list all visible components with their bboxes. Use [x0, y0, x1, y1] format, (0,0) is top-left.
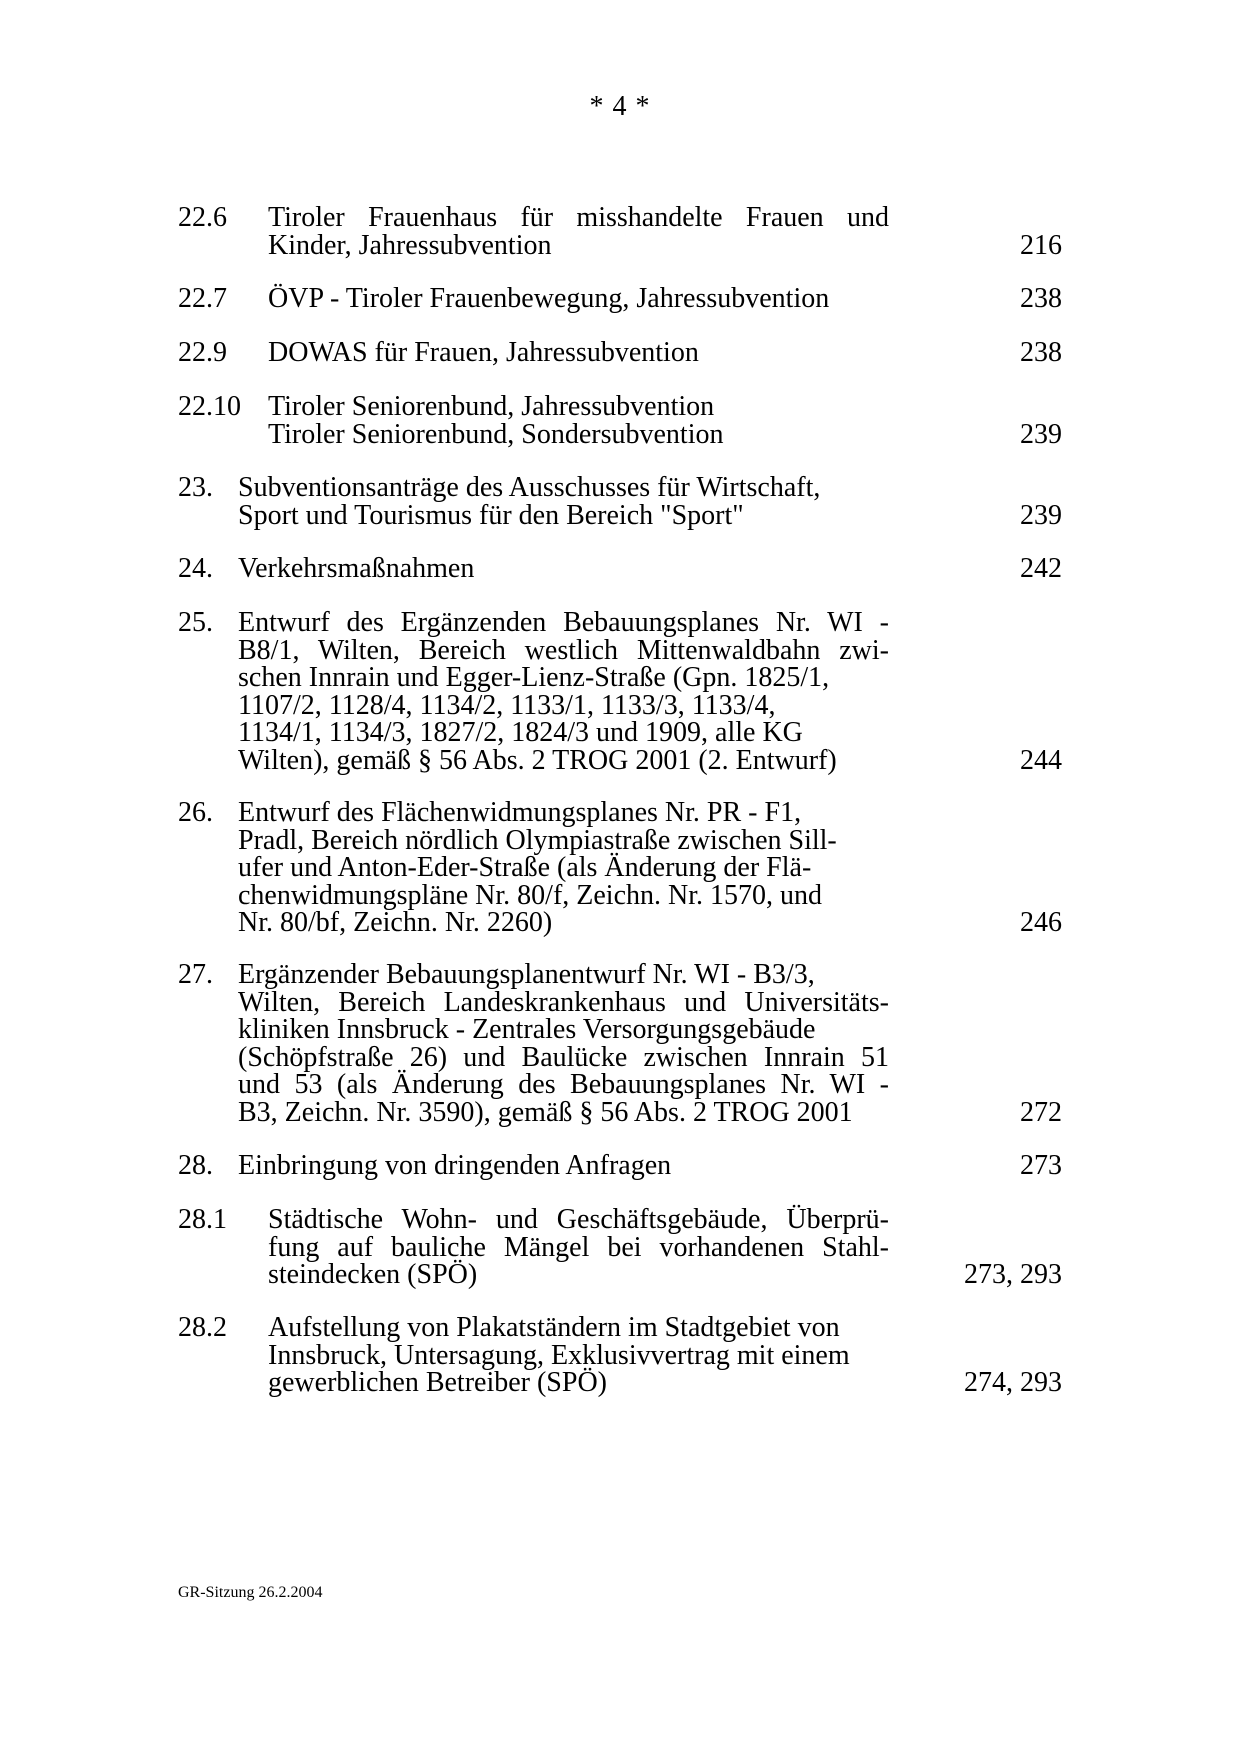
entry-number: 25.: [178, 607, 213, 638]
entry-line: Wilten, Bereich Landeskrankenhaus und Universitäts-: [238, 986, 889, 1018]
entry-line: schen Innrain und Egger-Lienz-Straße (Gpn. 1825/1,: [238, 662, 830, 693]
entry-text: [238, 961, 889, 1126]
entry-line: Tiroler Seniorenbund, Sondersubvention: [268, 418, 724, 450]
page-number: * 4 *: [589, 91, 651, 122]
entry-number: 23.: [178, 472, 213, 503]
entry-number: 28.: [178, 1150, 213, 1181]
entry-number: 26.: [178, 797, 213, 828]
entry-line: Pradl, Bereich nördlich Olympiastraße zwischen Sill-: [238, 824, 837, 856]
entry-text: [268, 285, 889, 313]
entry-page: 274, 293: [964, 1367, 1062, 1398]
entry-page: 272: [1020, 1096, 1062, 1128]
entry-line: und 53 (als Änderung des Bebauungsplanes Nr. WI -: [238, 1069, 889, 1100]
entry-page: 239: [1020, 418, 1062, 450]
entry-number: 22.6: [178, 202, 227, 233]
entry-text: [268, 339, 889, 367]
entry-line: Kinder, Jahressubvention: [268, 229, 552, 261]
entry-line: ÖVP - Tiroler Frauenbewegung, Jahressubvention: [268, 283, 830, 314]
entry-line: Tiroler Seniorenbund, Jahressubvention: [268, 391, 715, 422]
entry-line: Verkehrsmaßnahmen: [238, 553, 475, 584]
entry-line: Entwurf des Flächenwidmungsplanes Nr. PR - F1,: [238, 797, 802, 828]
entry-number: 28.1: [178, 1204, 227, 1235]
entry-line: Einbringung von dringenden Anfragen: [238, 1150, 672, 1181]
entry-page: 238: [1020, 283, 1062, 314]
entry-text: [238, 1152, 889, 1180]
entry-text: [238, 799, 889, 937]
entry-line: Tiroler Frauenhaus für misshandelte Frauen und: [268, 202, 889, 233]
entry-page: 273, 293: [964, 1259, 1062, 1290]
entry-number: 27.: [178, 959, 213, 990]
entry-line: Nr. 80/bf, Zeichn. Nr. 2260): [238, 907, 553, 938]
entry-line: chenwidmungspläne Nr. 80/f, Zeichn. Nr. 1570, und: [238, 879, 823, 911]
entry-page: 244: [1020, 744, 1062, 776]
entry-line: Aufstellung von Plakatständern im Stadtgebiet von: [268, 1312, 840, 1343]
entry-text: [238, 609, 889, 774]
entry-line: Ergänzender Bebauungsplanentwurf Nr. WI - B3/3,: [238, 959, 815, 990]
entry-text: [238, 555, 889, 583]
entry-line: B3, Zeichn. Nr. 3590), gemäß § 56 Abs. 2 TROG 2001: [238, 1096, 853, 1128]
entry-line: Wilten), gemäß § 56 Abs. 2 TROG 2001 (2. Entwurf): [238, 744, 837, 776]
entry-line: Entwurf des Ergänzenden Bebauungsplanes Nr. WI -: [238, 607, 889, 638]
entry-line: 1107/2, 1128/4, 1134/2, 1133/1, 1133/3, 1133/4,: [238, 689, 776, 721]
entry-page: 242: [1020, 553, 1062, 584]
entry-text: [238, 474, 889, 529]
entry-line: kliniken Innsbruck - Zentrales Versorgungsgebäude: [238, 1014, 816, 1045]
entry-number: 22.10: [178, 391, 241, 422]
entry-page: 273: [1020, 1150, 1062, 1181]
entry-line: Subventionsanträge des Ausschusses für Wirtschaft,: [238, 472, 821, 503]
entry-page: 246: [1020, 907, 1062, 938]
entry-line: Sport und Tourismus für den Bereich "Sport": [238, 499, 744, 531]
entry-line: Innsbruck, Untersagung, Exklusivvertrag mit einem: [268, 1339, 850, 1371]
entry-line: B8/1, Wilten, Bereich westlich Mittenwaldbahn zwi-: [238, 634, 889, 666]
footer-session-date: GR-Sitzung 26.2.2004: [178, 1584, 323, 1601]
entry-page: 239: [1020, 499, 1062, 531]
entry-number: 28.2: [178, 1312, 227, 1343]
entry-line: DOWAS für Frauen, Jahressubvention: [268, 337, 699, 368]
entry-number: 24.: [178, 553, 213, 584]
entry-text: [268, 204, 889, 259]
entry-number: 22.7: [178, 283, 227, 314]
entry-line: steindecken (SPÖ): [268, 1259, 478, 1290]
entry-text: [268, 393, 889, 448]
entry-number: 22.9: [178, 337, 227, 368]
entry-line: fung auf bauliche Mängel bei vorhandenen Stahl-: [268, 1231, 889, 1263]
entry-line: Städtische Wohn- und Geschäftsgebäude, Überprü-: [268, 1204, 889, 1235]
entry-line: ufer und Anton-Eder-Straße (als Änderung der Flä-: [238, 852, 812, 883]
entry-line: (Schöpfstraße 26) und Baulücke zwischen Innrain 51: [238, 1041, 889, 1073]
entry-line: 1134/1, 1134/3, 1827/2, 1824/3 und 1909, alle KG: [238, 717, 803, 748]
entry-text: [268, 1314, 889, 1397]
entry-page: 216: [1020, 229, 1062, 261]
entry-page: 238: [1020, 337, 1062, 368]
entry-text: [268, 1206, 889, 1289]
entry-line: gewerblichen Betreiber (SPÖ): [268, 1367, 607, 1398]
